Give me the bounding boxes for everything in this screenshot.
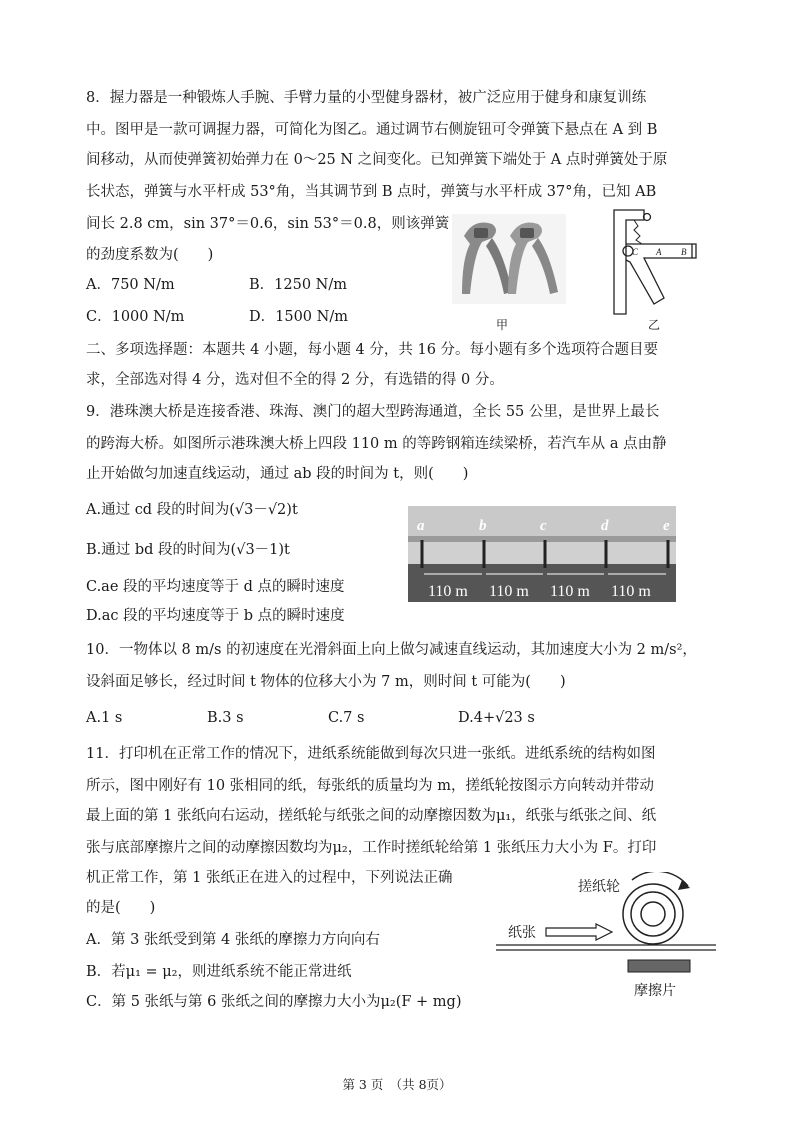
bridge-photo bbox=[408, 506, 676, 602]
q8-line-4: 长状态，弹簧与水平杆成 53°角，当其调节到 B 点时，弹簧与水平杆成 37°角，已知 AB bbox=[86, 184, 657, 200]
q11-option-b: B．若μ₁ = μ₂，则进纸系统不能正常进纸 bbox=[86, 964, 352, 980]
q8-option-c: C．1000 N/m bbox=[86, 309, 185, 325]
point-c: c bbox=[540, 518, 547, 534]
point-e: e bbox=[663, 518, 670, 534]
q8-line-5: 间长 2.8 cm，sin 37°＝0.6，sin 53°＝0.8，则该弹簧 bbox=[86, 216, 450, 232]
point-c-label: C bbox=[632, 247, 639, 257]
q9-line-3: 止开始做匀加速直线运动，通过 ab 段的时间为 t，则( ) bbox=[86, 466, 469, 482]
q8-option-d: D．1500 N/m bbox=[249, 309, 348, 325]
q11-line-5: 机正常工作，第 1 张纸正在进入的过程中，下列说法正确 bbox=[86, 870, 453, 886]
q9-option-c: C.ae 段的平均速度等于 d 点的瞬时速度 bbox=[86, 579, 345, 595]
q11-line-1: 11．打印机在正常工作的情况下，进纸系统能做到每次只进一张纸。进纸系统的结构如图 bbox=[86, 746, 656, 762]
q10-option-a: A.1 s bbox=[86, 710, 123, 726]
q9-option-b: B.通过 bd 段的时间为(√3－1)t bbox=[86, 542, 290, 558]
fig-label-yi: 乙 bbox=[648, 318, 661, 332]
gripper-diagram bbox=[604, 208, 704, 318]
q10-option-d: D.4+√23 s bbox=[458, 710, 535, 726]
q10-option-b: B.3 s bbox=[207, 710, 244, 726]
span-label-bc: 110 m bbox=[489, 583, 529, 600]
q9-option-d: D.ac 段的平均速度等于 b 点的瞬时速度 bbox=[86, 608, 345, 624]
q8-line-3: 间移动，从而使弹簧初始弹力在 0～25 N 之间变化。已知弹簧下端处于 A 点时弹簧处于原 bbox=[86, 152, 668, 168]
section2-line-1: 二、多项选择题：本题共 4 小题，每小题 4 分，共 16 分。每小题有多个选项符合题目要 bbox=[86, 342, 659, 358]
span-label-cd: 110 m bbox=[550, 583, 590, 600]
q9-line-2: 的跨海大桥。如图所示港珠澳大桥上四段 110 m 的等跨钢箱连续梁桥，若汽车从 a 点由静 bbox=[86, 436, 667, 452]
q8-line-2: 中。图甲是一款可调握力器，可简化为图乙。通过调节右侧旋钮可令弹簧下悬点在 A 到 B bbox=[86, 122, 658, 138]
q11-line-4: 张与底部摩擦片之间的动摩擦因数均为μ₂，工作时搓纸轮给第 1 张纸压力大小为 F。打印 bbox=[86, 840, 657, 856]
q8-option-b: B．1250 N/m bbox=[249, 277, 347, 293]
section2-line-2: 求，全部选对得 4 分，选对但不全的得 2 分，有选错的得 0 分。 bbox=[86, 372, 504, 388]
fig-label-jia: 甲 bbox=[496, 318, 509, 332]
span-label-de: 110 m bbox=[611, 583, 651, 600]
q10-line-2: 设斜面足够长，经过时间 t 物体的位移大小为 7 m，则时间 t 可能为( ) bbox=[86, 674, 566, 690]
pad-label: 摩擦片 bbox=[634, 983, 676, 999]
q11-option-a: A．第 3 张纸受到第 4 张纸的摩擦力方向向右 bbox=[86, 932, 380, 948]
point-d: d bbox=[601, 518, 609, 534]
span-label-ab: 110 m bbox=[428, 583, 468, 600]
q11-line-6: 的是( ) bbox=[86, 900, 156, 916]
point-a-label: A bbox=[656, 247, 662, 257]
q8-option-a: A．750 N/m bbox=[86, 277, 175, 293]
q9-option-a: A.通过 cd 段的时间为(√3－√2)t bbox=[86, 502, 298, 518]
q10-line-1: 10．一物体以 8 m/s 的初速度在光滑斜面上向上做匀减速直线运动，其加速度大小为 2 m/s²， bbox=[86, 642, 697, 658]
point-b: b bbox=[479, 518, 487, 534]
point-a: a bbox=[417, 518, 425, 534]
q8-line-1: 8．握力器是一种锻炼人手腕、手臂力量的小型健身器材，被广泛应用于健身和康复训练 bbox=[86, 90, 647, 106]
q11-line-3: 最上面的第 1 张纸向右运动，搓纸轮与纸张之间的动摩擦因数为μ₁，纸张与纸张之间、纸 bbox=[86, 808, 657, 824]
q11-option-c: C．第 5 张纸与第 6 张纸之间的摩擦力大小为μ₂(F + mg) bbox=[86, 994, 462, 1010]
q9-line-1: 9．港珠澳大桥是连接香港、珠海、澳门的超大型跨海通道，全长 55 公里，是世界上最长 bbox=[86, 404, 660, 420]
q8-line-6: 的劲度系数为( ) bbox=[86, 247, 214, 263]
page-footer: 第 3 页 （共 8页） bbox=[342, 1077, 452, 1092]
q10-option-c: C.7 s bbox=[328, 710, 365, 726]
hand-gripper-photo bbox=[452, 214, 566, 304]
roller-label: 搓纸轮 bbox=[578, 879, 620, 895]
paper-label: 纸张 bbox=[508, 925, 536, 941]
point-b-label: B bbox=[681, 247, 687, 257]
q11-line-2: 所示，图中刚好有 10 张相同的纸，每张纸的质量均为 m，搓纸轮按图示方向转动并带动 bbox=[86, 778, 655, 794]
